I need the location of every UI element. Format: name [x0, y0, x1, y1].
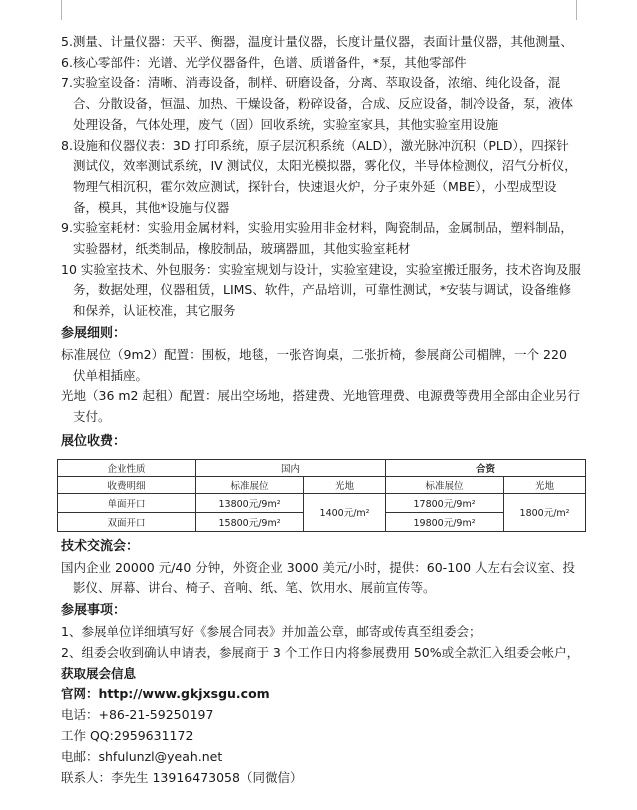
category-item: 9.实验室耗材：实验用金属材料，实验用实验用非金材料，陶瓷制品，金属制品，塑料制品，实验器材，纸类制品，橡胶制品，玻璃器皿，其他实验室耗材: [61, 220, 573, 257]
fee-cell: 17800元/9m²: [386, 493, 504, 512]
fee-header-standard: 标准展位: [196, 476, 304, 493]
note-item: 2、组委会收到确认申请表，参展商于 3 个工作日内将参展费用 50%或全款汇入组委会帐户，: [61, 644, 580, 660]
raw-space-text: 光地（36 m2 起租）配置：展出空场地，搭建费、光地管理费、电源费等费用全部由企业另行支付。: [61, 388, 580, 424]
fee-cell: 13800元/9m²: [196, 493, 304, 512]
category-item: 8.设施和仪器仪表：3D 打印系统，原子层沉积系统（ALD），激光脉冲沉积（PLD），四探针测试仪，效率测试系统，IV 测试仪，太阳光模拟器，雾化仪，半导体检测仪，沼气分析仪，物理气相沉积，霍尔效应测试，探针台，快速退火炉，分子束外延（MBE），小型成型设备，模具，其他*设施与仪器: [61, 137, 577, 215]
fee-row-label: 单面开口: [58, 493, 196, 512]
fee-header-jv: 合资: [386, 459, 586, 476]
crop-mark-right: [576, 0, 577, 20]
fee-cell: 15800元/9m²: [196, 512, 304, 531]
fee-cell: 1400元/m²: [304, 493, 386, 531]
category-item: 5.测量、计量仪器：天平、衡器，温度计量仪器，长度计量仪器，表面计量仪器，其他测量、: [61, 34, 573, 49]
fee-cell: 19800元/9m²: [386, 512, 504, 531]
contact-email: 电邮：shfulunzl@yeah.net: [61, 748, 223, 764]
notes-heading: 参展事项：: [61, 603, 127, 619]
fee-table: [57, 459, 586, 532]
standard-booth-text: 标准展位（9m2）配置：围板，地毯，一张咨询桌，二张折椅，参展商公司楣牌，一个 220 伏单相插座。: [61, 346, 567, 383]
contact-person: 联系人：李先生 13916473058（同微信）: [61, 769, 303, 785]
category-item: 10 实验室技术、外包服务：实验室规划与设计，实验室建设，实验室搬迁服务，技术咨询及服务，数据处理，仪器租赁，LIMS、软件，产品培训，可靠性测试，*安装与调试，设备维修和保养，认证校准，其它服务: [61, 261, 581, 319]
fee-header-domestic: 国内: [196, 459, 386, 476]
category-item: 7.实验室设备：清晰、消毒设备，制样、研磨设备，分离、萃取设备，浓缩、纯化设备，混合、分散设备，恒温、加热、干燥设备，粉碎设备，合成、反应设备，制冷设备，泵，液体处理设备，气体处理，废气（固）回收系统，实验室家具，其他实验室用设施: [61, 75, 574, 132]
crop-mark-left: [61, 0, 62, 20]
document-page: [61, 32, 581, 788]
contact-website: 官网：http://www.gkjxsgu.com: [61, 686, 270, 702]
contact-qq: 工作 QQ:2959631172: [61, 728, 194, 744]
category-item: 6.核心零部件：光谱、光学仪器备件，色谱、质谱备件，*泵，其他零部件: [61, 54, 467, 70]
contact-heading: 获取展会信息: [61, 665, 137, 681]
contact-phone: 电话：+86-21-59250197: [61, 707, 214, 723]
booth-details-heading: 参展细则：: [61, 325, 127, 341]
fee-header-items: 收费明细: [58, 476, 196, 493]
fee-header-standard: 标准展位: [386, 476, 504, 493]
tech-text: 国内企业 20000 元/40 分钟，外资企业 3000 美元/小时，提供：60-100 人左右会议室、投影仪、屏幕、讲台、椅子、音响、纸、笔、饮用水、展前宣传等。: [61, 559, 576, 596]
fee-row-label: 双面开口: [58, 512, 196, 531]
tech-heading: 技术交流会：: [61, 538, 140, 554]
fee-cell: 1800元/m²: [504, 493, 586, 531]
note-item: 1、参展单位详细填写好《参展合同表》并加盖公章，邮寄或传真至组委会；: [61, 624, 482, 640]
fee-header-raw: 光地: [304, 476, 386, 493]
fee-header-enterprise: 企业性质: [58, 459, 196, 476]
category-list: [61, 32, 581, 322]
fees-heading: 展位收费：: [61, 433, 127, 449]
fee-header-raw: 光地: [504, 476, 586, 493]
